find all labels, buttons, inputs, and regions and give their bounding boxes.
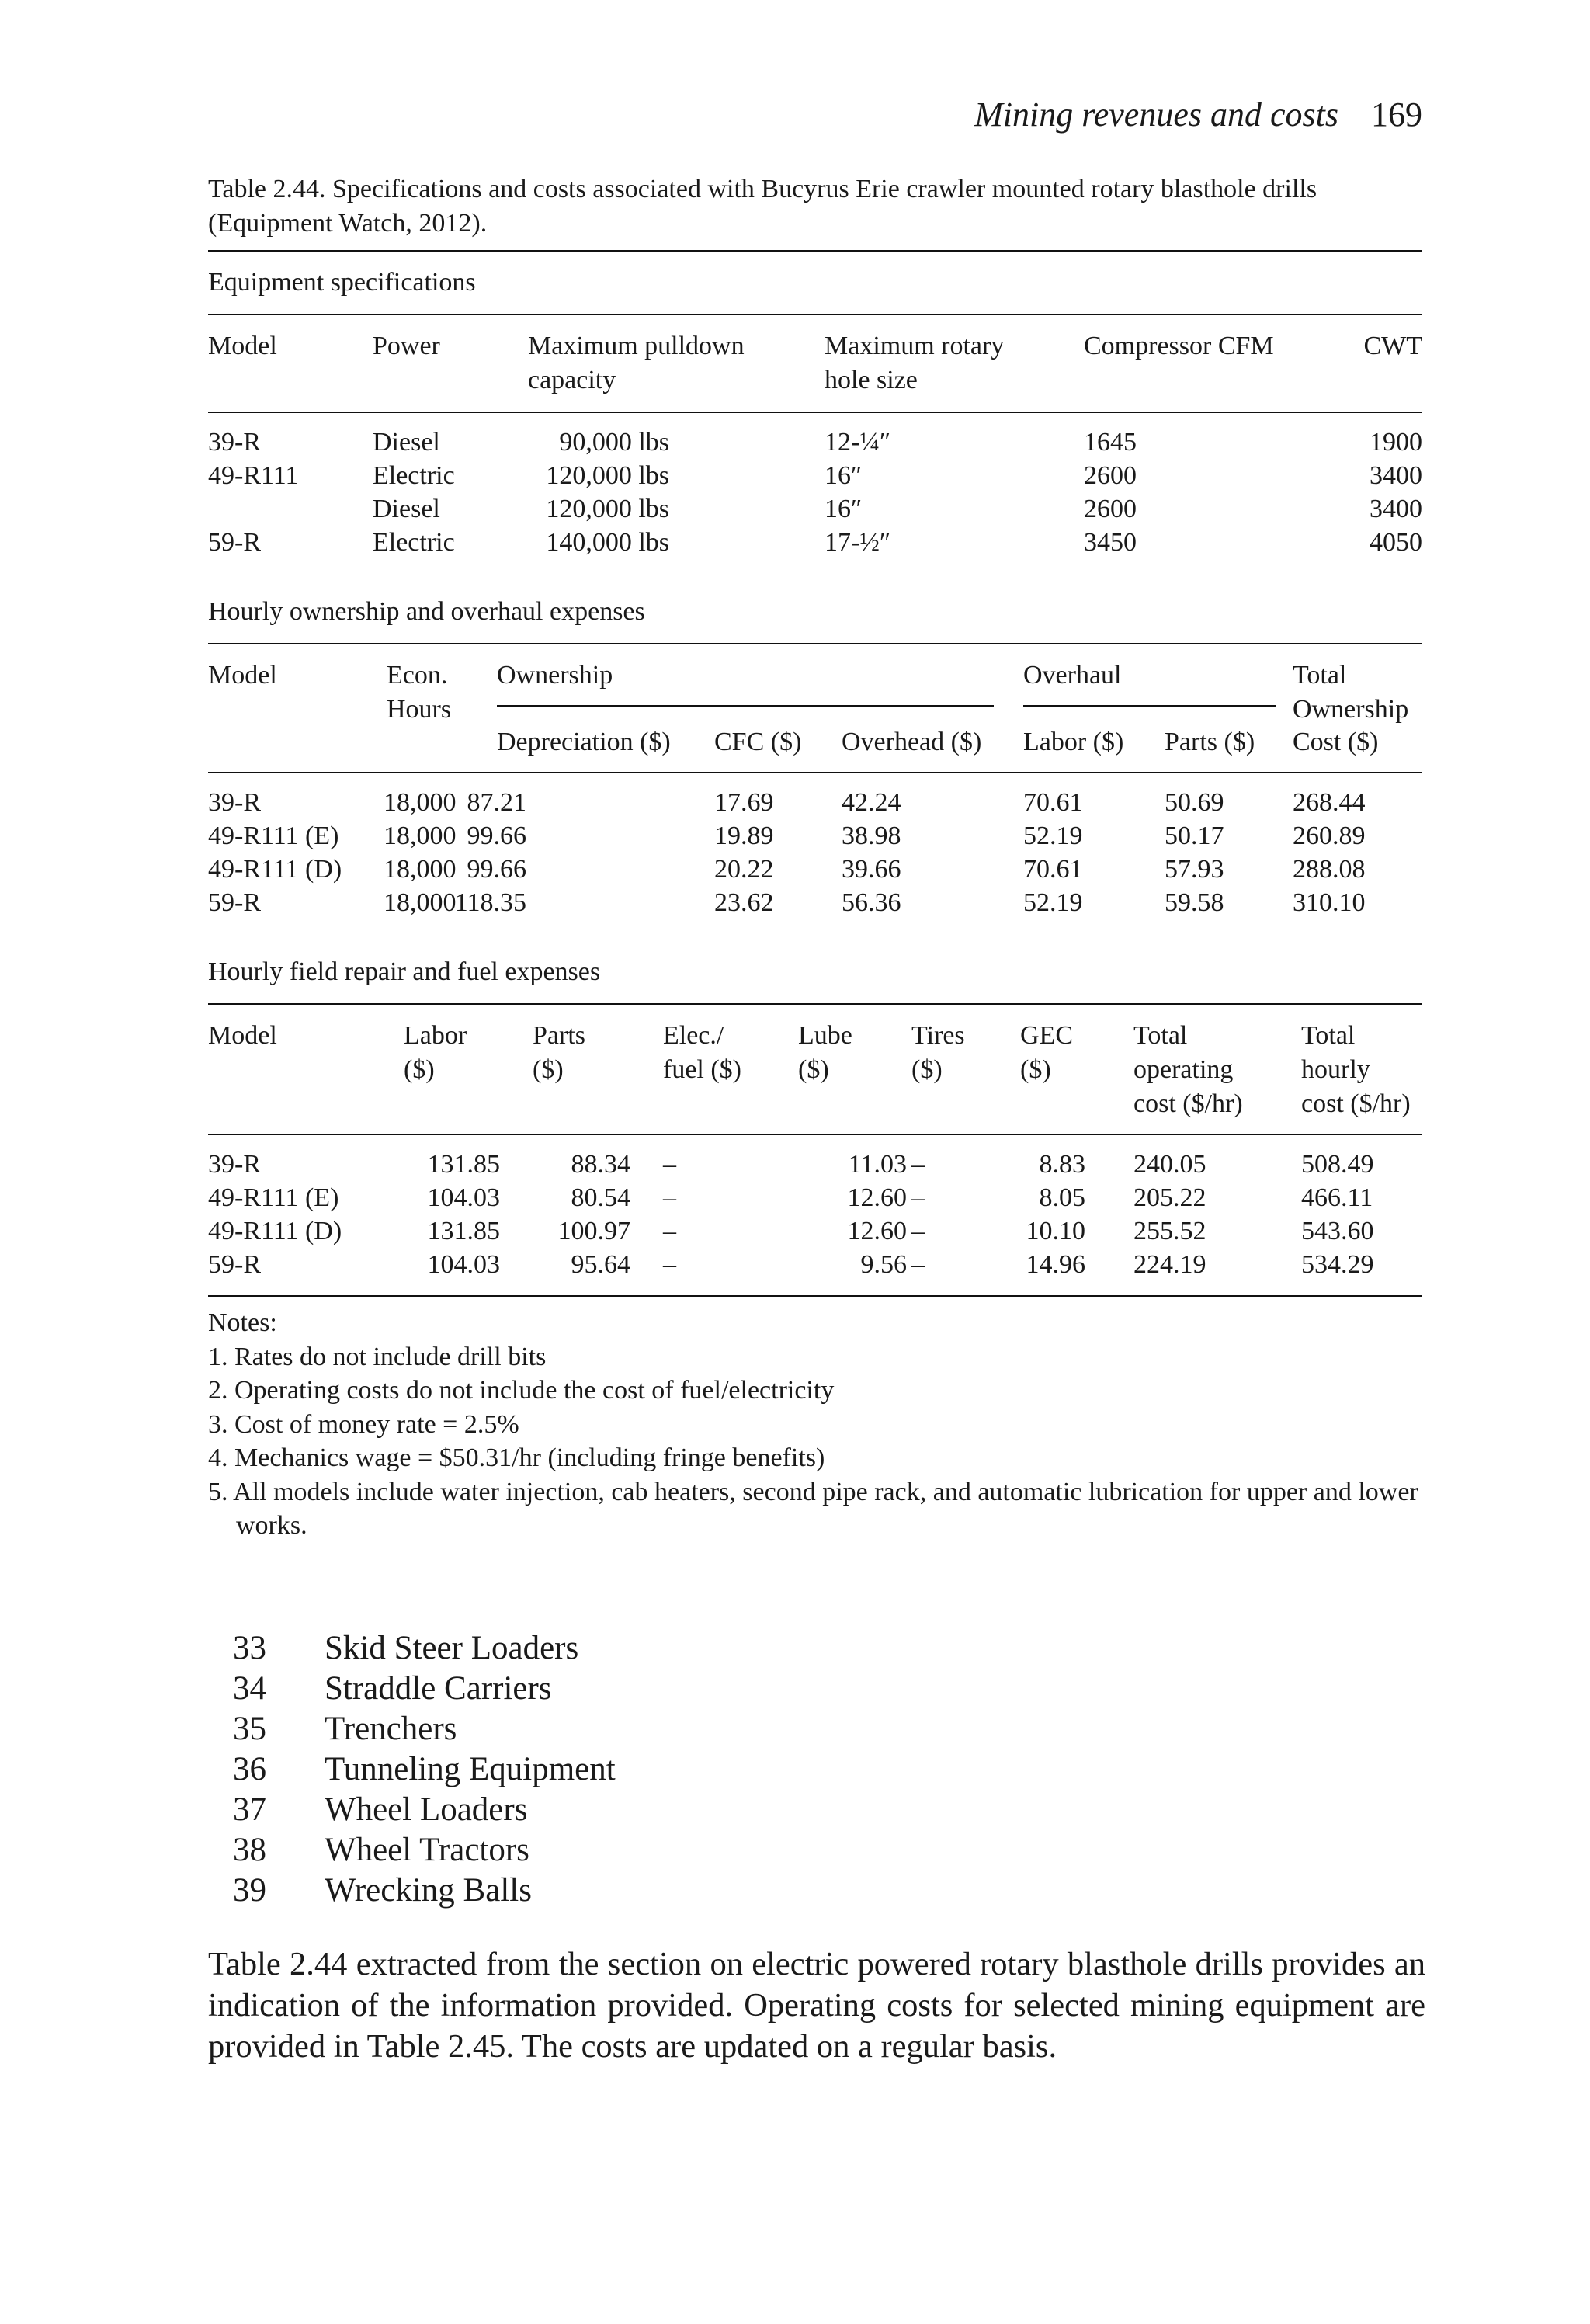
list-item: 39 Wrecking Balls — [233, 1872, 532, 1909]
section-title-repair: Hourly field repair and fuel expenses — [208, 957, 601, 986]
col-header: Maximum pulldown — [528, 332, 745, 360]
list-item: 36 Tunneling Equipment — [233, 1751, 616, 1787]
notes-title: Notes: — [208, 1308, 277, 1337]
table-notes — [208, 1306, 1435, 1543]
running-header — [974, 92, 1422, 138]
overhaul-span-rule — [1023, 705, 1276, 707]
rule-bottom — [208, 1295, 1422, 1297]
note-item: 3. Cost of money rate = 2.5% — [208, 1409, 519, 1439]
col-header: Maximum rotary — [825, 332, 1005, 360]
ownership-body: 39-R 18,000 87.21 17.69 42.24 70.61 50.69 268.44 49-R111 (E) 18,000 99.66 19.89 38.98 52.19 50.17 260.89 49-R111 (D) 18,000 99.66 20.22 39.66 70.61 57.93 288.08 59-R 18,000 118.35 23.62 56.36 52.19 59.58 310.10 — [208, 788, 1366, 917]
repair-body: 39-R 131.85 88.34 – 11.03 – 8.83 240.05 508.49 49-R111 (E) 104.03 80.54 – 12.60 – 8.05 205.22 466.11 49-R111 (D) 131.85 100.97 – 12.60 – 10.10 255.52 543.60 59-R 104.03 95.64 – 9.56 – 14.96 224.19 534.29 — [208, 1150, 1374, 1279]
list-item: 33 Skid Steer Loaders — [233, 1630, 579, 1666]
col-header: CWT — [1363, 332, 1422, 360]
note-item: 4. Mechanics wage = $50.31/hr (including fringe benefits) — [208, 1443, 825, 1472]
col-header: Model — [208, 332, 277, 360]
running-title: Mining revenues and costs — [974, 96, 1338, 134]
col-header: Compressor CFM — [1084, 332, 1274, 360]
note-item: 2. Operating costs do not include the cost of fuel/electricity — [208, 1376, 835, 1405]
equipment-list — [233, 1628, 616, 1911]
col-header: capacity — [528, 366, 616, 394]
note-item: 5. All models include water injection, cab heaters, second pipe rack, and automatic lubrication for upper and lower works. — [208, 1477, 1418, 1540]
col-header: Power — [373, 332, 440, 360]
col-header: hole size — [825, 366, 918, 394]
list-item: 37 Wheel Loaders — [233, 1791, 528, 1828]
list-item: 38 Wheel Tractors — [233, 1832, 529, 1868]
ownership-span-rule — [497, 705, 994, 707]
table-2-44 — [208, 172, 1422, 1297]
page-number: 169 — [1371, 96, 1422, 134]
list-item: 34 Straddle Carriers — [233, 1670, 552, 1707]
specs-header — [208, 315, 1422, 412]
repair-header: Model Labor ($) Parts ($) Elec./ fuel ($) Lube ($) Tires ($) GEC ($) Total operating cost ($/hr) Total hourly cost ($/hr) — [208, 1021, 1411, 1118]
body-paragraph: Table 2.44 extracted from the section on electric powered rotary blasthole drills provides an indication of the information provided. Operating costs for selected mining equipment are provided in Table 2.45. The costs are updated on a regular basis. — [208, 1946, 1425, 2065]
ownership-header: Model Econ. Hours Ownership Overhaul Total Ownership Cost ($) Depreciation ($) CFC ($) Overhead ($) Labor ($) Parts ($) — [208, 661, 1409, 756]
list-item: 35 Trenchers — [233, 1711, 457, 1747]
table-caption: Table 2.44. Specifications and costs associated with Bucyrus Erie crawler mounted rotary blasthole drills (Equipment Watch, 2012). — [208, 175, 1317, 238]
section-title-ownership: Hourly ownership and overhaul expenses — [208, 597, 645, 626]
note-item: 1. Rates do not include drill bits — [208, 1342, 547, 1371]
specs-body: 39-R Diesel 90,000 lbs 12-¼″ 1645 1900 49-R111 Electric 120,000 lbs 16″ 2600 3400 Diesel 120,000 lbs 16″ 2600 3400 59-R Electric 140,000 lbs 17-½″ 3450 4050 — [208, 428, 1422, 557]
section-title-specs: Equipment specifications — [208, 268, 476, 297]
